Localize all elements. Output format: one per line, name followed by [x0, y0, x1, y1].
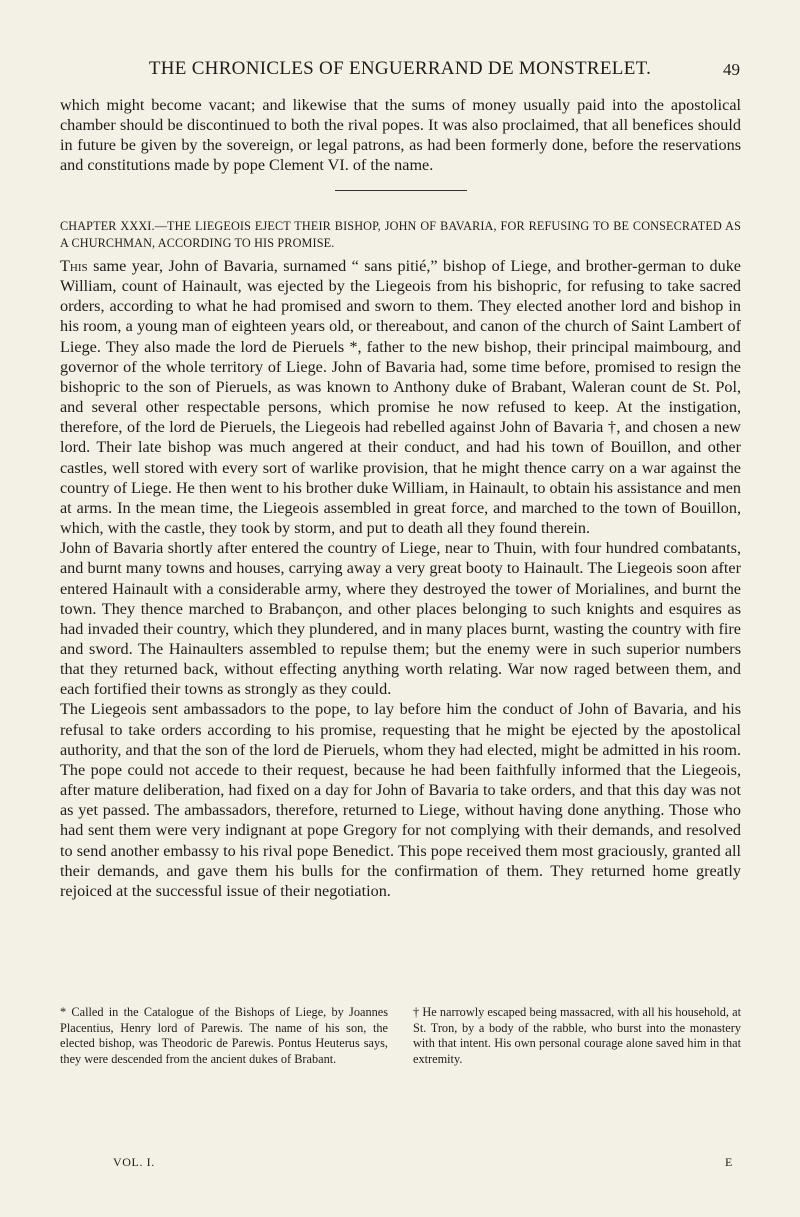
opening-word: This: [60, 257, 88, 275]
body-paragraph: The Liegeois sent ambassadors to the pope, to lay before him the conduct of John of Bavaria, and his refusal to take orders according to his promise, requesting that he might be ejected by the apostolical authority, and that the son of the lord de Pieruels, whom they had elected, might be admitted in his room. The pope could not accede to their request, because he had been faithfully informed that the Liegeois, after mature deliberation, had fixed on a day for John of Bavaria to take orders, and that this day was not as yet passed. The ambassadors, therefore, returned to Liege, without having done anything. Those who had sent them were very indignant at pope Gregory for not complying with their demands, and resolved to send another embassy to his rival pope Benedict. This pope received them most graciously, granted all their demands, and gave them his bulls for the confirmation of them. They returned home greatly rejoiced at the successful issue of their negotiation.: [60, 700, 741, 900]
intro-paragraph: which might become vacant; and likewise that the sums of money usually paid into the apostolical chamber should be discontinued to both the rival popes. It was also proclaimed, that all benefices should in future be given by the sovereign, or legal patrons, as had been formerly done, before the reservations and constitutions made by pope Clement VI. of the name.: [60, 96, 741, 175]
gathering-signature: E: [725, 1155, 733, 1169]
chapter-body: [60, 256, 741, 901]
running-title: THE CHRONICLES OF ENGUERRAND DE MONSTRELET.: [148, 58, 652, 79]
footnote: † He narrowly escaped being massacred, with all his household, at St. Tron, by a body of the rabble, who burst into the monastery with that intent. His own personal courage alone saved him in that extremity.: [413, 1005, 741, 1066]
volume-signature: VOL. I.: [113, 1155, 155, 1169]
footnote: * Called in the Catalogue of the Bishops of Liege, by Joannes Placentius, Henry lord of Parewis. The name of his son, the elected bishop, was Theodoric de Parewis. Pontus Heuterus says, they were descended from the ancient dukes of Brabant.: [60, 1005, 388, 1066]
footnotes: [60, 1005, 741, 1067]
body-paragraph: John of Bavaria shortly after entered the country of Liege, near to Thuin, with four hundred combatants, and burnt many towns and houses, carrying away a very great booty to Hainault. The Liegeois soon after entered Hainault with a considerable army, where they destroyed the tower of Morialines, and burnt the town. They thence marched to Brabançon, and other places belonging to such knights and esquires as had invaded their country, which they plundered, and in many places burnt, wasting the country with fire and sword. The Hainaulters assembled to repulse them; but the enemy were in such superior numbers that they returned back, without effecting anything worth relating. War now raged between them, and each fortified their towns as strongly as they could.: [60, 539, 741, 699]
body-paragraph: [60, 256, 741, 538]
paragraph-text: same year, John of Bavaria, surnamed “ sans pitié,” bishop of Liege, and brother-german to duke William, count of Hainault, was ejected by the Liegeois from his bishopric, for refusing to take sacred orders, according to what he had promised and sworn to them. They elected another lord and bishop in his room, a young man of eighteen years old, or thereabout, and canon of the church of Saint Lambert of Liege. They also made the lord de Pieruels *, father to the new bishop, their principal maimbourg, and governor of the whole territory of Liege. John of Bavaria had, some time before, promised to resign the bishopric to the son of Pieruels, as was known to Anthony duke of Brabant, Waleran count de St. Pol, and several other respectable persons, which promise he now refused to keep. At the instigation, therefore, of the lord de Pieruels, the Liegeois had rebelled against John of Bavaria †, and chosen a new lord. Their late bishop was much angered at their conduct, and had his town of Bouillon, and other castles, well stored with every sort of warlike provision, that he might thence carry on a war against the country of Liege. He then went to his brother duke William, in Hainault, to obtain his assistance and men at arms. In the mean time, the Liegeois assembled in great force, and marched to the town of Bouillon, which, with the castle, they took by storm, and put to death all they found therein.: [60, 257, 742, 538]
chapter-heading: CHAPTER XXXI.—THE LIEGEOIS EJECT THEIR BISHOP, JOHN OF BAVARIA, FOR REFUSING TO BE CONSECRATED AS A CHURCHMAN, ACCORDING TO HIS PROMISE.: [60, 219, 741, 250]
section-divider: [335, 190, 467, 191]
page-number: 49: [723, 60, 740, 79]
